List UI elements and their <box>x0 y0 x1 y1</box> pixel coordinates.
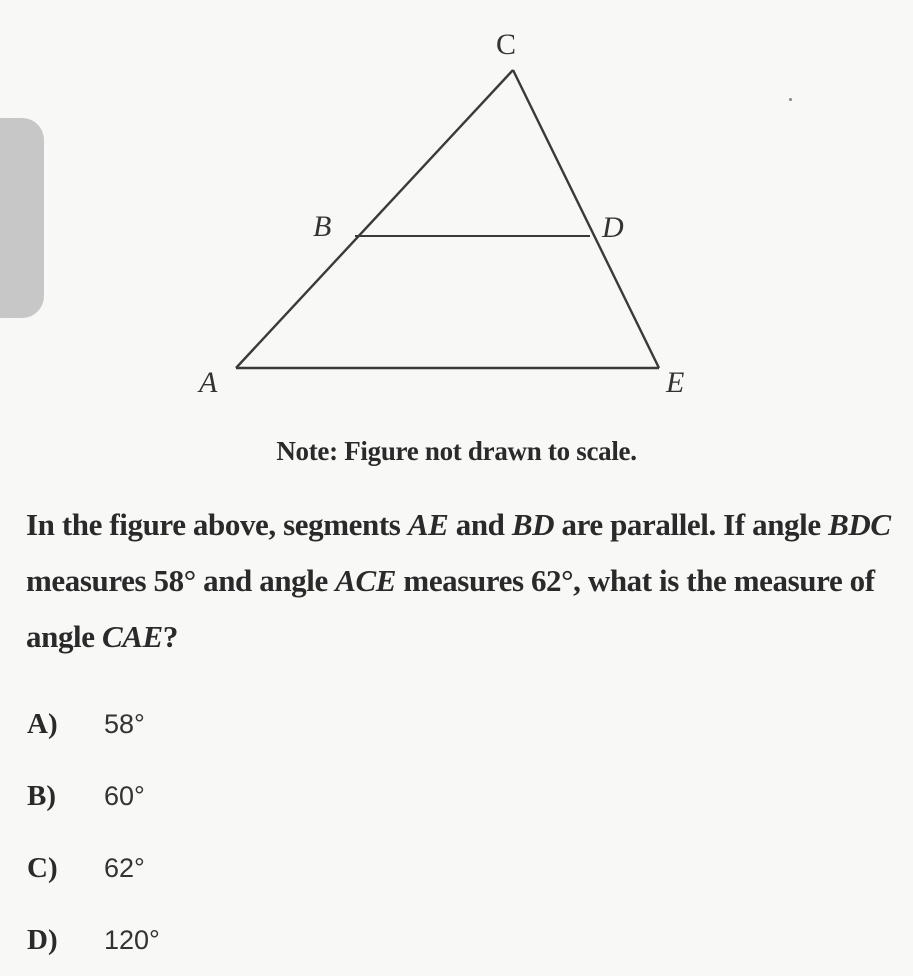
choice-d[interactable] <box>27 904 160 976</box>
label-d: D <box>602 211 624 244</box>
choice-value: 120° <box>104 924 160 955</box>
segment-bd-ref: BD <box>511 507 555 542</box>
choice-c[interactable] <box>27 832 160 904</box>
question-text: In the figure above, segments AE and BD are parallel. If angle BDC measures 58° and angle ACE measures 62°, what is the measure of angle CAE? <box>26 507 891 654</box>
label-b: B <box>313 210 332 243</box>
angle-bdc-ref: BDC <box>828 507 891 542</box>
triangle-figure <box>0 0 913 430</box>
segment-ae-ref: AE <box>407 507 449 542</box>
choice-a[interactable] <box>27 688 160 760</box>
label-e: E <box>666 366 685 399</box>
choice-value: 58° <box>104 708 145 739</box>
choice-value: 62° <box>104 852 145 883</box>
choice-b[interactable] <box>27 760 160 832</box>
answer-choices <box>27 688 160 976</box>
angle-ace-ref: ACE <box>335 563 397 598</box>
choice-letter: A) <box>27 707 58 740</box>
label-a: A <box>199 366 218 399</box>
angle-cae-ref: CAE <box>101 619 163 654</box>
label-c: C <box>496 28 517 61</box>
figure-note: Note: Figure not drawn to scale. <box>276 436 637 466</box>
choice-letter: C) <box>27 851 58 884</box>
choice-letter: D) <box>27 923 58 956</box>
choice-value: 60° <box>104 780 145 811</box>
segment-ac <box>236 70 513 368</box>
choice-letter: B) <box>27 779 56 812</box>
segment-ce <box>513 70 659 368</box>
